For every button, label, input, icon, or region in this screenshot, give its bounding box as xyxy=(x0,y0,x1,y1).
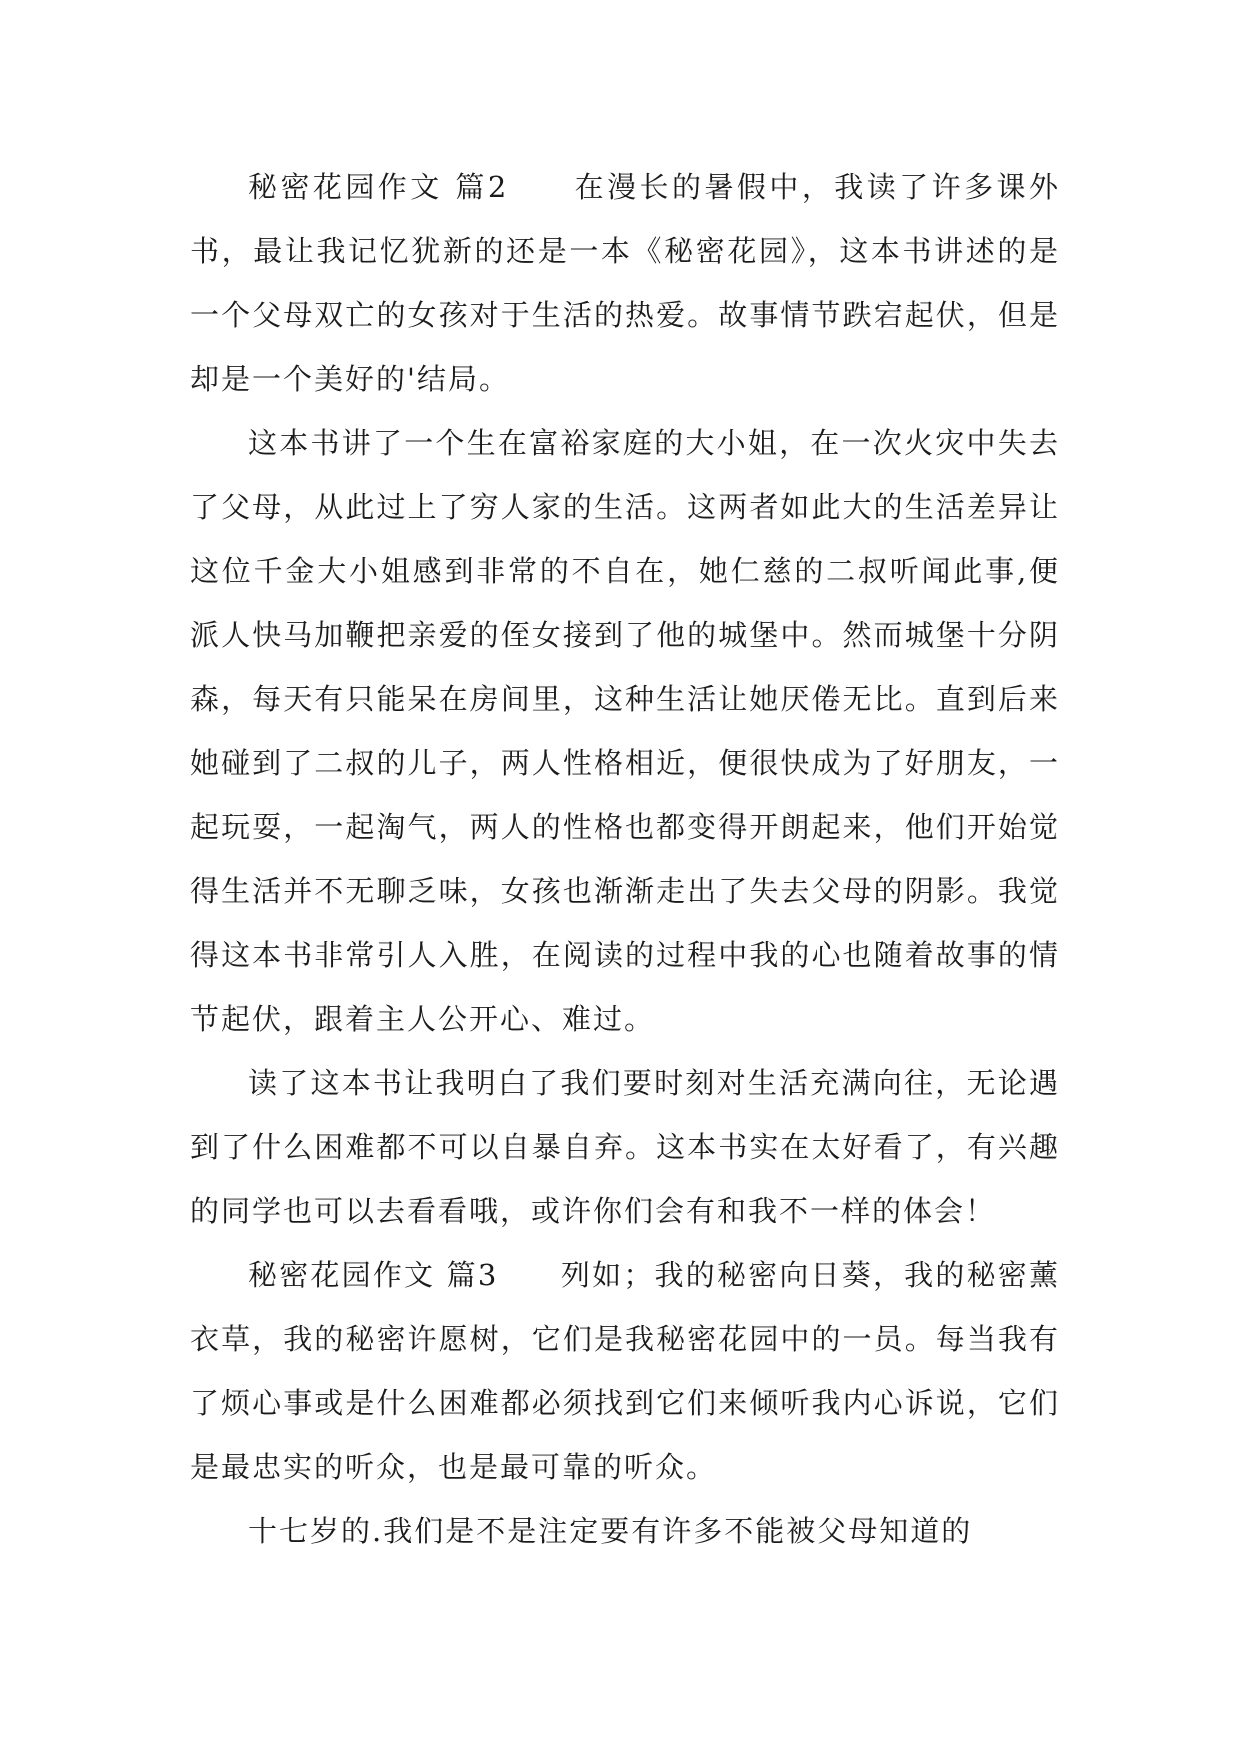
paragraph-5 xyxy=(190,1499,1060,1563)
article-body xyxy=(190,155,1060,1563)
paragraph-3 xyxy=(190,1051,1060,1243)
paragraph-text: 这本书讲了一个生在富裕家庭的大小姐，在一次火灾中失去了父母，从此过上了穷人家的生活。这两者如此大的生活差异让这位千金大小姐感到非常的不自在，她仁慈的二叔听闻此事,便派人快马加鞭把亲爱的侄女接到了他的城堡中。然而城堡十分阴森，每天有只能呆在房间里，这种生活让她厌倦无比。直到后来她碰到了二叔的儿子，两人性格相近，便很快成为了好朋友，一起玩耍，一起淘气，两人的性格也都变得开朗起来，他们开始觉得生活并不无聊乏味，女孩也渐渐走出了失去父母的阴影。我觉得这本书非常引人入胜，在阅读的过程中我的心也随着故事的情节起伏，跟着主人公开心、难过。 xyxy=(190,426,1060,1036)
paragraph-text: 在漫长的暑假中，我读了许多课外书，最让我记忆犹新的还是一本《秘密花园》，这本书讲述的是一个父母双亡的女孩对于生活的热爱。故事情节跌宕起伏，但是却是一个美好的'结局。 xyxy=(190,170,1060,396)
paragraph-text: 读了这本书让我明白了我们要时刻对生活充满向往，无论遇到了什么困难都不可以自暴自弃。这本书实在太好看了，有兴趣的同学也可以去看看哦，或许你们会有和我不一样的体会！ xyxy=(190,1066,1060,1228)
paragraph-text: 列如；我的秘密向日葵，我的秘密薰衣草，我的秘密许愿树，它们是我秘密花园中的一员。每当我有了烦心事或是什么困难都必须找到它们来倾听我内心诉说，它们是最忠实的听众，也是最可靠的听众。 xyxy=(190,1258,1060,1484)
section-heading-2: 秘密花园作文 篇2 xyxy=(248,170,575,204)
paragraph-4 xyxy=(190,1243,1060,1499)
paragraph-2 xyxy=(190,411,1060,1051)
paragraph-1 xyxy=(190,155,1060,411)
section-heading-3: 秘密花园作文 篇3 xyxy=(248,1258,561,1292)
paragraph-text: 十七岁的.我们是不是注定要有许多不能被父母知道的 xyxy=(248,1514,973,1548)
